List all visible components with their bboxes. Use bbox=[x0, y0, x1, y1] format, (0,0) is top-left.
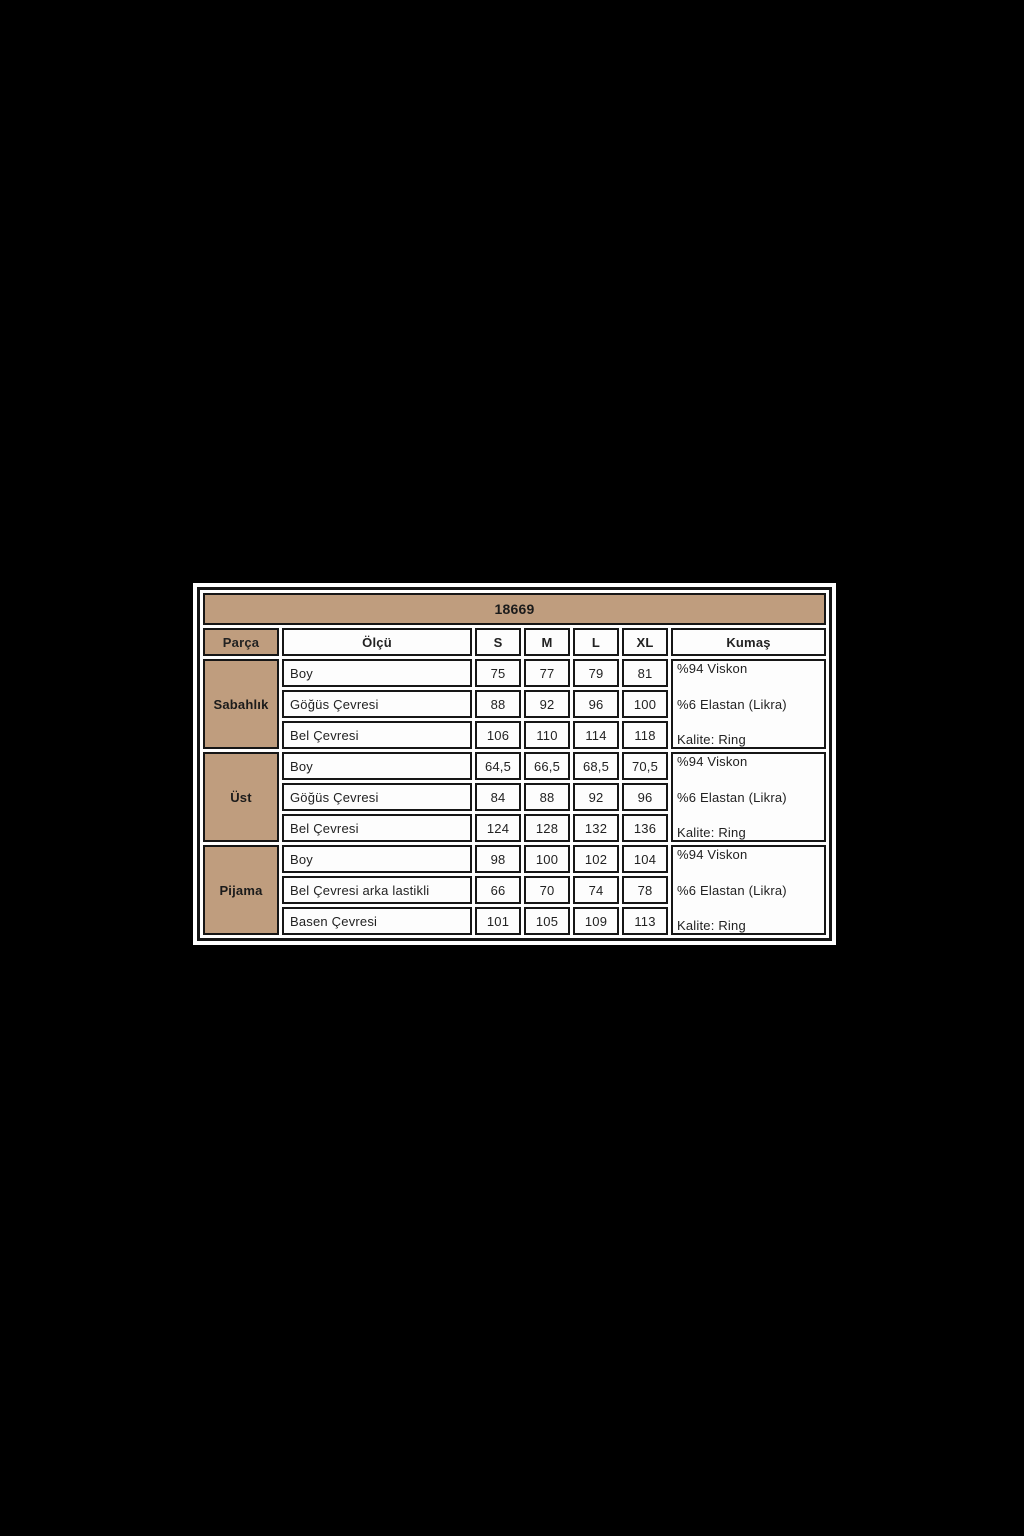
measure-label: Bel Çevresi bbox=[282, 721, 472, 749]
group-label-sabahlik: Sabahlık bbox=[203, 659, 279, 749]
size-value: 102 bbox=[573, 845, 619, 873]
size-value: 88 bbox=[524, 783, 570, 811]
fabric-line: %6 Elastan (Likra) bbox=[677, 882, 787, 898]
size-value: 64,5 bbox=[475, 752, 521, 780]
size-value: 118 bbox=[622, 721, 668, 749]
size-chart-table bbox=[200, 590, 829, 938]
size-value: 132 bbox=[573, 814, 619, 842]
size-value: 78 bbox=[622, 876, 668, 904]
col-header-size-s: S bbox=[475, 628, 521, 656]
fabric-line: Kalite: Ring bbox=[677, 825, 746, 840]
size-value: 81 bbox=[622, 659, 668, 687]
size-value: 96 bbox=[622, 783, 668, 811]
fabric-cell-sabahlik bbox=[671, 659, 826, 749]
size-value: 128 bbox=[524, 814, 570, 842]
measure-label: Basen Çevresi bbox=[282, 907, 472, 935]
size-value: 84 bbox=[475, 783, 521, 811]
measure-label: Bel Çevresi bbox=[282, 814, 472, 842]
size-chart-frame bbox=[197, 587, 832, 941]
size-value: 92 bbox=[524, 690, 570, 718]
fabric-line: %94 Viskon bbox=[677, 754, 748, 769]
fabric-line: Kalite: Ring bbox=[677, 732, 746, 747]
col-header-olcu: Ölçü bbox=[282, 628, 472, 656]
measure-label: Boy bbox=[282, 752, 472, 780]
col-header-kumas: Kumaş bbox=[671, 628, 826, 656]
size-value: 92 bbox=[573, 783, 619, 811]
measure-label: Göğüs Çevresi bbox=[282, 783, 472, 811]
fabric-line: Kalite: Ring bbox=[677, 918, 746, 933]
size-value: 70,5 bbox=[622, 752, 668, 780]
size-value: 136 bbox=[622, 814, 668, 842]
product-code-header: 18669 bbox=[203, 593, 826, 625]
fabric-line: %94 Viskon bbox=[677, 661, 748, 676]
group-label-ust: Üst bbox=[203, 752, 279, 842]
measure-label: Boy bbox=[282, 659, 472, 687]
group-label-pijama: Pijama bbox=[203, 845, 279, 935]
col-header-size-l: L bbox=[573, 628, 619, 656]
size-value: 106 bbox=[475, 721, 521, 749]
size-value: 104 bbox=[622, 845, 668, 873]
col-header-size-xl: XL bbox=[622, 628, 668, 656]
col-header-parca: Parça bbox=[203, 628, 279, 656]
measure-label: Göğüs Çevresi bbox=[282, 690, 472, 718]
fabric-cell-pijama bbox=[671, 845, 826, 935]
size-value: 110 bbox=[524, 721, 570, 749]
size-value: 77 bbox=[524, 659, 570, 687]
size-value: 88 bbox=[475, 690, 521, 718]
size-value: 113 bbox=[622, 907, 668, 935]
size-value: 100 bbox=[622, 690, 668, 718]
size-value: 70 bbox=[524, 876, 570, 904]
size-value: 66,5 bbox=[524, 752, 570, 780]
size-value: 74 bbox=[573, 876, 619, 904]
fabric-cell-ust bbox=[671, 752, 826, 842]
measure-label: Boy bbox=[282, 845, 472, 873]
size-value: 124 bbox=[475, 814, 521, 842]
size-value: 109 bbox=[573, 907, 619, 935]
measure-label: Bel Çevresi arka lastikli bbox=[282, 876, 472, 904]
size-value: 96 bbox=[573, 690, 619, 718]
fabric-line: %6 Elastan (Likra) bbox=[677, 789, 787, 805]
size-value: 75 bbox=[475, 659, 521, 687]
size-value: 98 bbox=[475, 845, 521, 873]
size-value: 66 bbox=[475, 876, 521, 904]
size-value: 100 bbox=[524, 845, 570, 873]
fabric-line: %6 Elastan (Likra) bbox=[677, 696, 787, 712]
size-value: 68,5 bbox=[573, 752, 619, 780]
fabric-line: %94 Viskon bbox=[677, 847, 748, 862]
size-value: 101 bbox=[475, 907, 521, 935]
size-value: 105 bbox=[524, 907, 570, 935]
col-header-size-m: M bbox=[524, 628, 570, 656]
size-chart bbox=[193, 583, 836, 945]
size-value: 114 bbox=[573, 721, 619, 749]
size-value: 79 bbox=[573, 659, 619, 687]
